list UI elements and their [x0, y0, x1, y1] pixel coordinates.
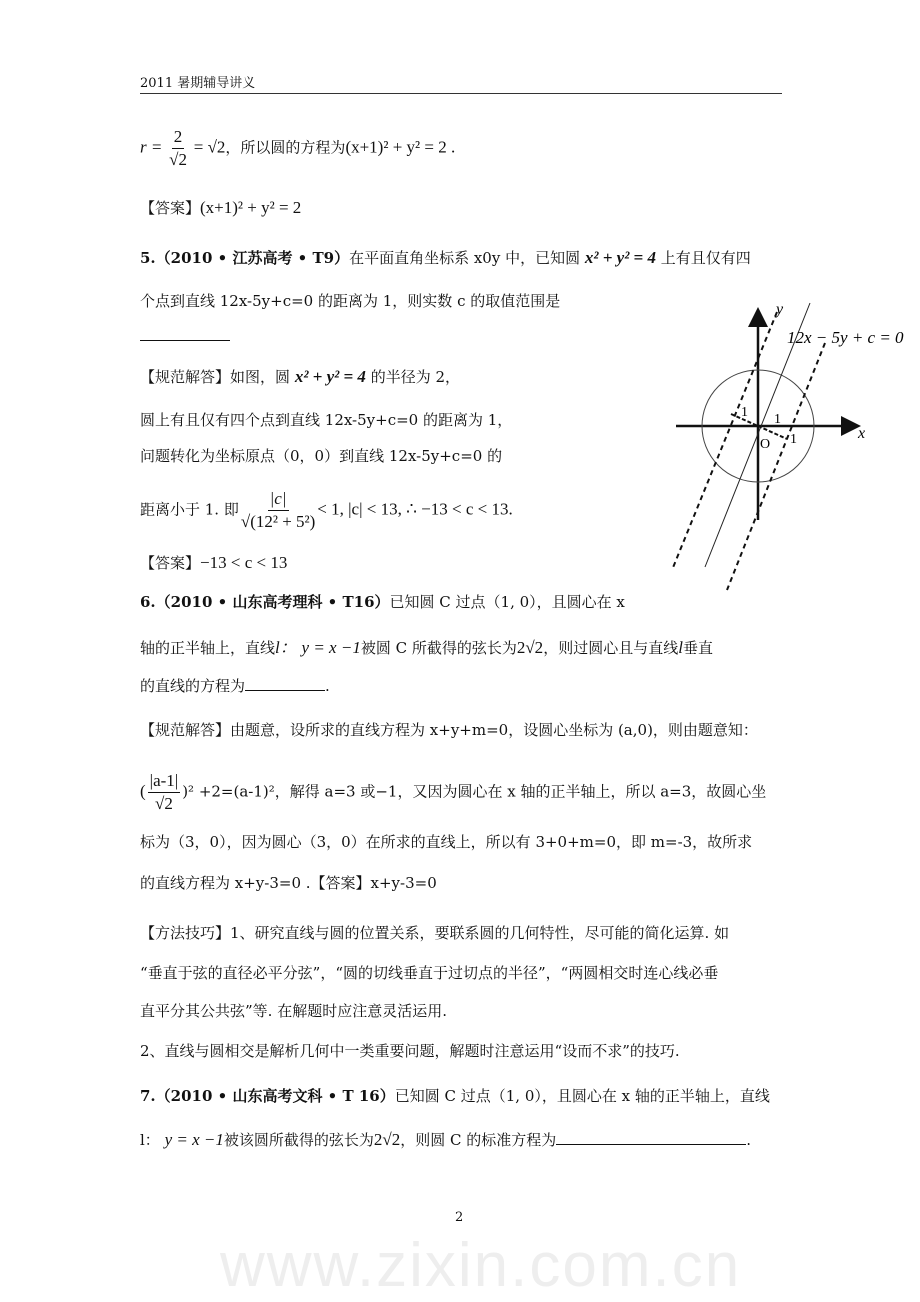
text: 的直线的方程为	[140, 677, 246, 695]
text: 轴的正半轴上，直线	[140, 639, 276, 657]
text: .	[746, 1131, 752, 1149]
text: 由题意，设所求的直线方程为 x+y+m=0，设圆心坐标为 (a,0)，则由题意知：	[230, 721, 758, 739]
fraction	[148, 770, 181, 815]
text: 被该圆所截得的弦长为	[223, 1131, 374, 1149]
tag: 【规范解答】	[140, 721, 231, 739]
math: l：	[275, 638, 297, 657]
tag: 【答案】	[140, 554, 201, 572]
math: x² + y² = 4	[294, 367, 366, 386]
text: 距离小于 1. 即	[140, 500, 239, 519]
circle-line-diagram	[640, 280, 920, 600]
distance-label: 1	[741, 405, 748, 420]
solution-6-line1	[140, 720, 758, 740]
tips-line1: 【方法技巧】1、研究直线与圆的位置关系，要联系圆的几何特性，尽可能的简化运算. 如	[140, 924, 730, 942]
text: .	[325, 677, 330, 695]
text: 垂直	[682, 639, 713, 657]
question-7-line2	[140, 1130, 751, 1150]
answer-5	[140, 553, 287, 573]
x-label: x	[858, 425, 866, 442]
solution-5-line4	[140, 488, 513, 533]
text: 如图，圆	[230, 368, 291, 386]
solution-5-line2: 圆上有且仅有四个点到直线 12x-5y+c=0 的距离为 1，	[140, 411, 513, 429]
math: y = x −1	[164, 1130, 224, 1149]
math: 2√2	[516, 638, 544, 657]
text: 在平面直角坐标系 x0y 中，已知圆	[349, 249, 581, 267]
denominator: √2	[169, 150, 187, 169]
math: −13 < c < 13	[200, 553, 288, 572]
text: 已知圆 C 过点（1, 0），且圆心在 x	[389, 593, 625, 611]
question-5-line2: 个点到直线 12x-5y+c=0 的距离为 1，则实数 c 的取值范围是	[140, 292, 561, 310]
page-header: 2011 暑期辅导讲义	[140, 76, 782, 94]
math: (x+1)² + y² = 2	[200, 198, 302, 217]
numerator: |c|	[268, 488, 289, 511]
watermark: www.zixin.com.cn	[220, 1231, 742, 1300]
question-5	[140, 248, 751, 268]
tag: 【答案】	[140, 199, 201, 217]
question-number: 5.（2010 • 江苏高考 • T9）	[140, 249, 350, 267]
solution-5	[140, 367, 460, 387]
denominator: √2	[155, 794, 173, 813]
fraction	[169, 126, 187, 171]
radius-line	[140, 126, 455, 171]
math: x² + y² = 4	[584, 248, 656, 267]
blank	[245, 676, 325, 691]
text: )² +2=(a-1)²，解得 a=3 或−1，又因为圆心在 x 轴的正半轴上，所以 a=3，故圆心坐	[182, 782, 767, 801]
fraction	[241, 488, 315, 533]
math: r =	[140, 137, 163, 157]
question-6	[140, 592, 625, 612]
question-6-line3	[140, 676, 330, 696]
question-6-line2	[140, 638, 713, 658]
blank	[556, 1130, 746, 1145]
tips-line3: 直平分其公共弦”等. 在解题时应注意灵活运用.	[140, 1002, 447, 1020]
question-number: 7.（2010 • 山东高考文科 • T 16）	[140, 1087, 395, 1105]
math: (x+1)² + y² = 2 .	[345, 137, 456, 157]
tag: 【规范解答】	[140, 368, 231, 386]
text: 被圆 C 所截得的弦长为	[360, 639, 517, 657]
math: = √2	[193, 137, 226, 157]
text: 已知圆 C 过点（1, 0），且圆心在 x 轴的正半轴上，直线	[394, 1087, 770, 1105]
distance-label: 1	[790, 432, 797, 447]
text: 的半径为 2，	[370, 368, 461, 386]
tips-line2: “垂直于弦的直径必平分弦”，“圆的切线垂直于过切点的半径”，“两圆相交时连心线必垂	[140, 964, 719, 982]
text: ，所以圆的方程为	[225, 138, 346, 157]
distance-label: 1	[774, 412, 781, 427]
math: (	[140, 781, 146, 801]
solution-6-line4: 的直线方程为 x+y-3=0 .【答案】x+y-3=0	[140, 874, 437, 892]
solution-6-line3: 标为（3，0），因为圆心（3，0）在所求的直线上，所以有 3+0+m=0，即 m=-3，故所求	[140, 833, 753, 851]
math: 2√2	[373, 1130, 401, 1149]
question-7	[140, 1086, 770, 1106]
dashed-line-right	[727, 343, 825, 590]
page-number: 2	[455, 1210, 464, 1225]
math: < 1, |c| < 13, ∴ −13 < c < 13.	[317, 499, 513, 519]
line-label: 12x − 5y + c = 0	[787, 328, 904, 347]
math: y = x −1	[301, 638, 361, 657]
text: ，则过圆心且与直线	[543, 639, 679, 657]
question-number: 6.（2010 • 山东高考理科 • T16）	[140, 593, 390, 611]
numerator: 2	[172, 126, 185, 149]
text: ，则圆 C 的标准方程为	[400, 1131, 557, 1149]
answer-4	[140, 198, 301, 218]
denominator: √(12² + 5²)	[240, 512, 316, 531]
math: l	[678, 638, 683, 657]
numerator: |a-1|	[148, 770, 181, 793]
solution-6-line2	[140, 770, 766, 815]
tips-line4: 2、直线与圆相交是解析几何中一类重要问题，解题时注意运用“设而不求”的技巧.	[140, 1042, 680, 1060]
blank	[140, 326, 230, 341]
origin-label: O	[760, 437, 771, 452]
text: 上有且仅有四	[660, 249, 751, 267]
answer-blank	[140, 326, 230, 346]
text: l：	[140, 1131, 160, 1149]
y-label: y	[776, 301, 784, 318]
solution-5-line3: 问题转化为坐标原点（0，0）到直线 12x-5y+c=0 的	[140, 447, 503, 465]
